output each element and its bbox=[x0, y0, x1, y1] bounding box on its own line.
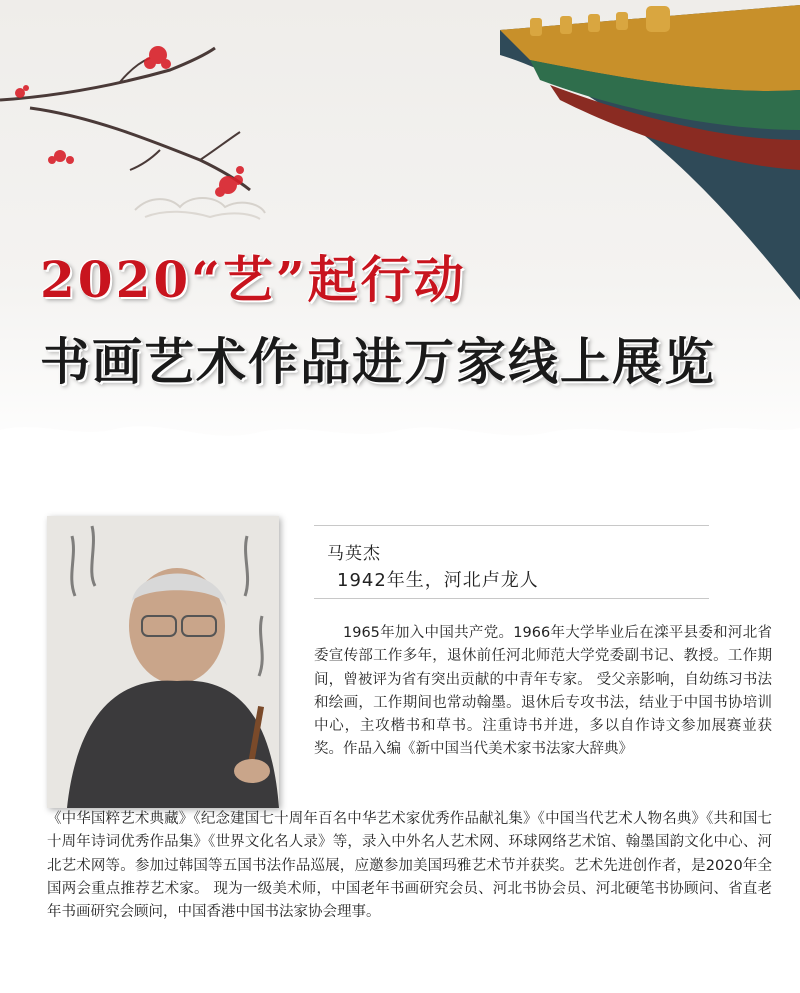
banner-title-line2: 书画艺术作品进万家线上展览 bbox=[40, 332, 716, 391]
artist-name: 马英杰 bbox=[327, 544, 381, 564]
banner-title-line1: 2020“艺”起行动 bbox=[40, 250, 467, 309]
portrait-illustration bbox=[47, 516, 279, 808]
artist-birth-info: 1942年生，河北卢龙人 bbox=[337, 570, 539, 591]
header-banner bbox=[0, 0, 800, 470]
palace-roof-illustration bbox=[470, 0, 800, 300]
name-bottom-rule bbox=[314, 598, 709, 599]
cloud-pattern-decoration bbox=[130, 185, 270, 225]
ink-wash-edge-decoration bbox=[0, 420, 800, 470]
name-top-rule bbox=[314, 525, 709, 526]
artist-portrait-photo bbox=[47, 516, 279, 808]
artist-bio-paragraph-part2: 《中华国粹艺术典藏》《纪念建国七十周年百名中华艺术家优秀作品献礼集》《中国当代艺术人物名典》《共和国七十周年诗词优秀作品集》《世界文化名人录》等，录入中外名人艺术网、环球网络艺术馆、翰墨国韵文化中心、河北艺术网等。参加过韩国等五国书法作品巡展，应邀参加美国玛雅艺术节并获奖。艺术先进创作者，是2020年全国两会重点推荐艺术家。 现为一级美术师，中国老年书画研究会员、河北书协会员、河北硬笔书协顾问、省直老年书画研究会顾问，中国香港中国书法家协会理事。 bbox=[47, 811, 772, 921]
artist-bio-paragraph-part1: 1965年加入中国共产党。1966年大学毕业后在滦平县委和河北省委宣传部工作多年，退休前任河北师范大学党委副书记、教授。工作期间，曾被评为省有突出贡献的中青年专家。 受父亲影响，自幼练习书法和绘画，工作期间也常动翰墨。退休后专攻书法，结业于中国书协培训中心，主攻楷书和草书。注重诗书并进，多以自作诗文参加展赛並获奖。作品入编《新中国当代美术家书法家大辞典》 bbox=[314, 625, 772, 758]
